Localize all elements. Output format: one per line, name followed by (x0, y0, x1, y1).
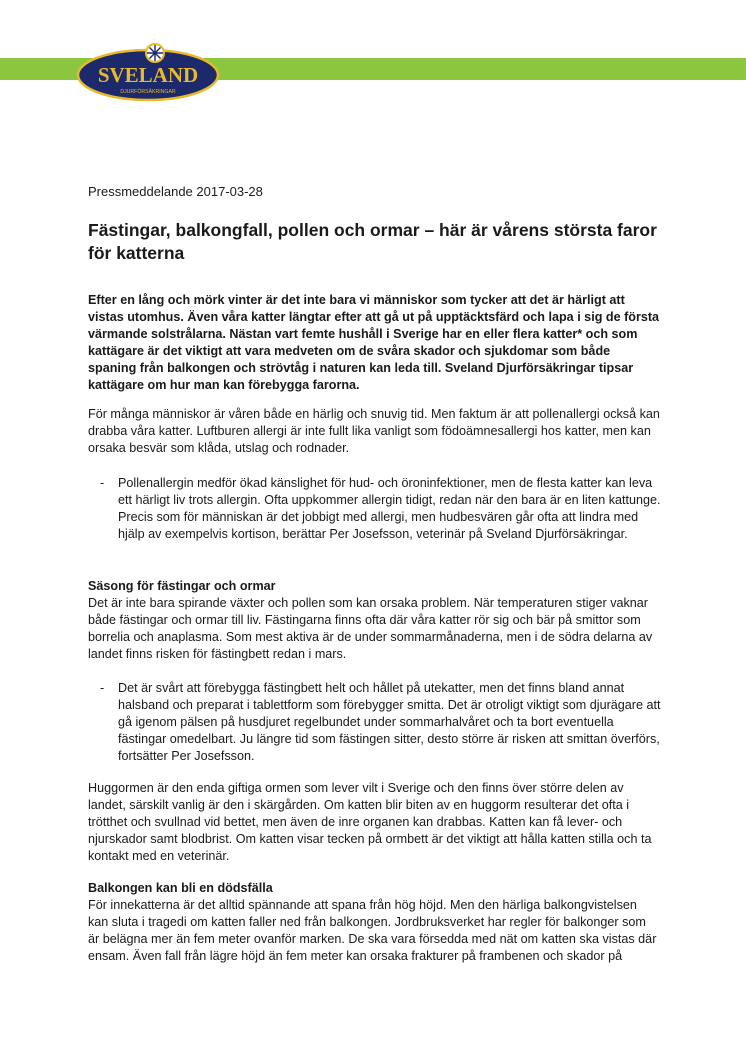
bullet-text: Pollenallergin medför ökad känslighet för hud- och öroninfektioner, men de flesta katter kan leva ett härligt liv trots allergin. Ofta uppkommer allergin tidigt, redan när den bara är en liten kattunge. Precis som för människan är det jobbigt med allergi, men hudbesvären går ofta att lindra med hjälp av exempelvis kortison, berättar Per Josefsson, veterinär på Sveland Djurförsäkringar. (118, 476, 661, 542)
bullet-text: Det är svårt att förebygga fästingbett helt och hållet på utekatter, men det finns bland annat halsband och preparat i tablettform som förebygger smitta. Det är otroligt viktigt som djurägare att gå igenom pälsen på husdjuret regelbundet under sommarhalvåret och ta bort eventuella fästingar omedelbart. Ju längre tid som fästingen sitter, desto större är risken att smittan överförs, fortsätter Per Josefsson. (118, 681, 661, 764)
bullet-dash: - (100, 681, 105, 695)
quote-bullet-allergy (100, 475, 663, 543)
logo-wordmark: SVELAND (97, 63, 199, 87)
paragraph-pollen: För många människor är våren både en härlig och snuvig tid. Men faktum är att pollenallergi också kan drabba våra katter. Luftburen allergi är inte fullt lika vanligt som födoämnesallergi hos katter, men kan orsaka besvär som klåda, utslag och rodnader. (88, 407, 660, 456)
lead-paragraph: Efter en lång och mörk vinter är det inte bara vi människor som tycker att det är härligt att vistas utomhus. Även våra katter längtar efter att gå ut på upptäcktsfärd och lapa i sig de första värmande solstrålarna. Nästan vart femte hushåll i Sverige har en eller flera katter* och som kattägare är det viktigt att vara medveten om de svåra skador och sjukdomar som både spaning från balkongen och strövtåg i naturen kan leda till. Sveland Djurförsäkringar tipsar kattägare om hur man kan förebygga farorna. (88, 293, 660, 393)
heading-balcony: Balkongen kan bli en dödsfälla (88, 881, 273, 895)
quote-bullet-ticks (100, 680, 663, 765)
paragraph-viper: Huggormen är den enda giftiga ormen som lever vilt i Sverige och den finns över större delen av landet, särskilt vanlig är den i skärgården. Om katten blir biten av en huggorm resulterar det ofta i trötthet och svullnad vid bettet, men även de inre organen kan drabbas. Katten kan få lever- och njurskador samt blodbrist. Om katten visar tecken på ormbett är det viktigt att hålla katten stilla och ta kontakt med en veterinär. (88, 781, 652, 864)
logo-subtext: DJURFÖRSÄKRINGAR (120, 89, 176, 95)
sveland-logo (76, 40, 220, 102)
press-release-date: Pressmeddelande 2017-03-28 (88, 184, 263, 199)
paragraph-ticks: Det är inte bara spirande växter och pollen som kan orsaka problem. När temperaturen stiger vaknar både fästingar och ormar till liv. Fästingarna finns ofta där våra katter rör sig och bär på smittor som borrelia och anaplasma. Som mest aktiva är de under sommarmånaderna, men i de södra delarna av landet finns risken för fästingbett redan i mars. (88, 596, 653, 662)
page-title: Fästingar, balkongfall, pollen och ormar – här är vårens största faror för katterna (88, 220, 657, 263)
paragraph-balcony: För innekatterna är det alltid spännande att spana från hög höjd. Men den härliga balkongvistelsen kan sluta i tragedi om katten faller ned från balkongen. Jordbruksverket har regler för balkonger som är belägna mer än fem meter ovanför marken. De ska vara försedda med nät om katten ska vistas där ensam. Även fall från lägre höjd än fem meter kan orsaka frakturer på frambenen och skador på (88, 898, 657, 964)
bullet-dash: - (100, 476, 105, 490)
heading-ticks-snakes: Säsong för fästingar och ormar (88, 579, 276, 593)
